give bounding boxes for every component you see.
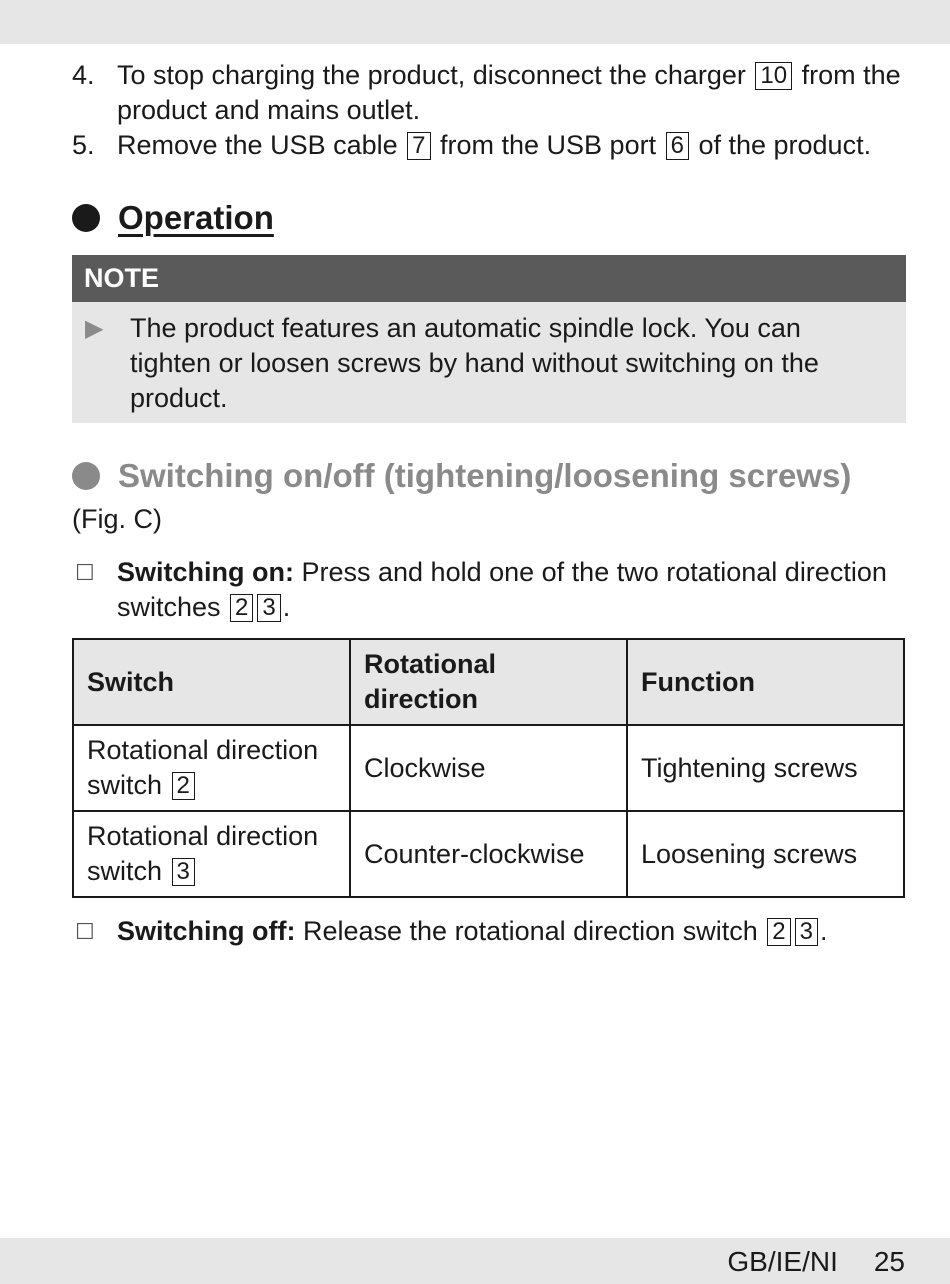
table-row (73, 811, 904, 897)
part-reference: 7 (407, 132, 430, 160)
step-4 (72, 58, 906, 128)
region-label: GB/IE/NI (727, 1246, 838, 1277)
page-footer (727, 1246, 905, 1278)
table-cell: Rotational direction switch 3 (73, 811, 350, 897)
part-reference: 3 (257, 594, 280, 622)
table-row (73, 725, 904, 811)
step-5 (72, 128, 906, 163)
table-cell: Counter-clockwise (350, 811, 627, 897)
note-text: The product features an automatic spindle lock. You can tighten or loosen screws by hand without switching on the product. (130, 313, 819, 413)
instruction-text: Switching off: Release the rotational direction switch 2 3 . (117, 916, 828, 946)
note-box (72, 255, 906, 423)
step-text: Remove the USB cable 7 from the USB port 6 of the product. (117, 130, 872, 160)
step-number: 4. (72, 60, 95, 90)
note-label: NOTE (72, 255, 906, 302)
step-number: 5. (72, 130, 95, 160)
switching-title: Switching on/off (tightening/loosening screws) (118, 457, 852, 494)
column-header: Function (627, 639, 904, 725)
bullet-icon (72, 462, 100, 490)
checkbox-icon: ☐ (75, 560, 95, 585)
figure-reference: (Fig. C) (72, 504, 162, 534)
switch-on-instruction (72, 555, 906, 625)
operation-heading (72, 196, 906, 240)
part-reference: 2 (230, 594, 253, 622)
part-reference: 6 (666, 132, 689, 160)
part-reference: 2 (767, 918, 790, 946)
part-reference: 10 (755, 62, 792, 90)
checkbox-icon: ☐ (75, 919, 95, 944)
part-reference: 3 (795, 918, 818, 946)
bullet-icon (72, 204, 100, 232)
table-cell: Clockwise (350, 725, 627, 811)
page-number: 25 (873, 1246, 905, 1277)
step-text: To stop charging the product, disconnect the charger 10 from the product and mains outlet. (117, 60, 901, 125)
part-reference: 3 (172, 858, 195, 886)
table-header-row (73, 639, 904, 725)
column-header: Rotational direction (350, 639, 627, 725)
switch-function-table (72, 638, 905, 898)
table-cell: Rotational direction switch 2 (73, 725, 350, 811)
table-cell: Tightening screws (627, 725, 904, 811)
table-cell: Loosening screws (627, 811, 904, 897)
switching-heading (72, 454, 906, 498)
header-band (0, 0, 950, 44)
switch-off-instruction (72, 914, 906, 949)
column-header: Switch (73, 639, 350, 725)
part-reference: 2 (172, 772, 195, 800)
note-body (72, 302, 906, 423)
instruction-text: Switching on: Press and hold one of the two rotational direction switches 2 3 . (117, 557, 887, 622)
triangle-right-icon: ▶ (85, 315, 104, 342)
operation-title: Operation (118, 199, 274, 236)
page-content (72, 58, 906, 949)
